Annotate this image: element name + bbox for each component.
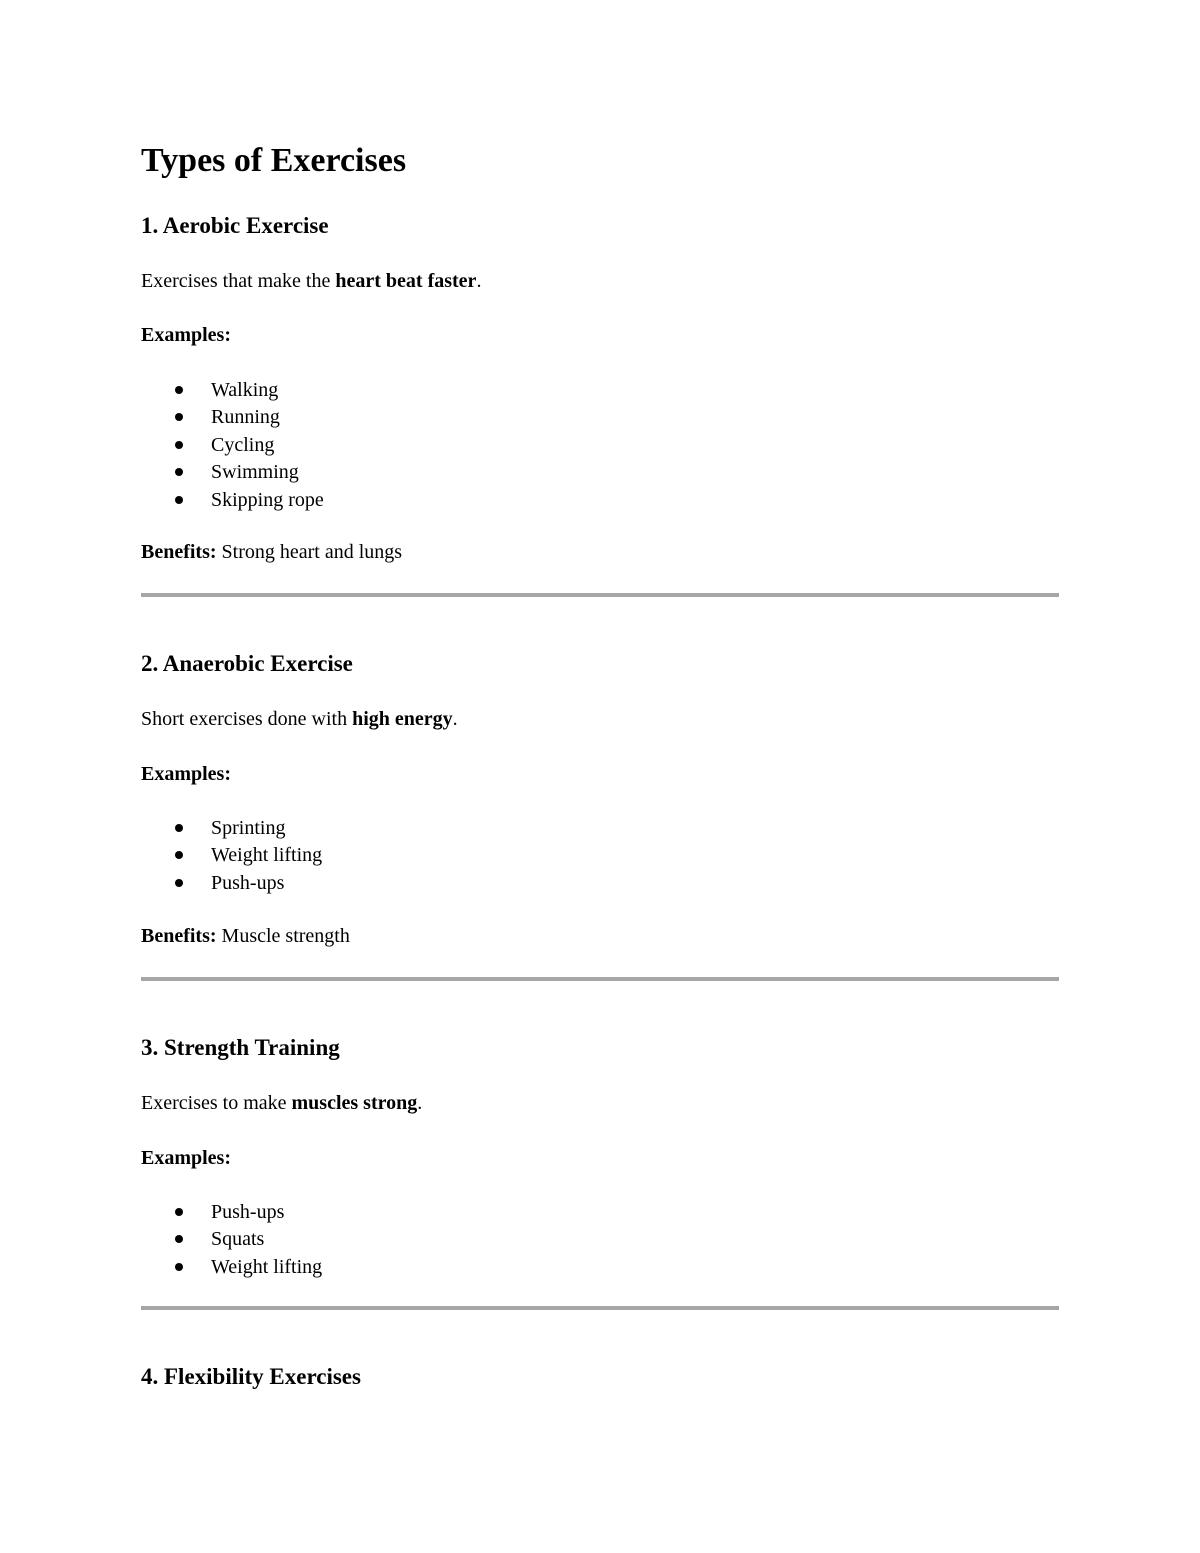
list-item-text: Push-ups xyxy=(211,1201,285,1223)
bullet-icon xyxy=(175,1208,183,1216)
bullet-icon xyxy=(175,851,183,859)
list-item xyxy=(141,377,324,404)
benefits-text: Muscle strength xyxy=(216,925,350,947)
list-item xyxy=(141,404,324,431)
list-item xyxy=(141,815,322,842)
section-description-strength xyxy=(141,1090,422,1116)
list-item-text: Weight lifting xyxy=(211,1255,323,1278)
section-heading-aerobic: 1. Aerobic Exercise xyxy=(141,213,329,238)
section-divider xyxy=(141,977,1059,981)
bullet-icon xyxy=(175,441,183,449)
list-item xyxy=(141,1226,322,1253)
benefits-aerobic xyxy=(141,539,402,565)
section-heading-flexibility: 4. Flexibility Exercises xyxy=(141,1364,361,1389)
section-heading-anaerobic: 2. Anaerobic Exercise xyxy=(141,651,353,676)
examples-label: Examples: xyxy=(141,763,231,785)
list-item xyxy=(141,459,324,486)
bullet-icon xyxy=(175,413,183,421)
section-description-anaerobic xyxy=(141,706,458,732)
bullet-icon xyxy=(175,1235,183,1243)
list-item xyxy=(141,1199,322,1226)
description-end: . xyxy=(476,270,482,292)
examples-list-aerobic xyxy=(141,377,324,514)
benefits-label: Benefits: xyxy=(141,541,217,563)
list-item xyxy=(141,432,324,459)
section-divider xyxy=(141,593,1059,597)
list-item-text: Cycling xyxy=(211,433,275,456)
description-emphasis: heart beat faster xyxy=(335,270,477,292)
bullet-icon xyxy=(175,824,183,832)
list-item xyxy=(141,842,322,869)
list-item xyxy=(141,487,324,514)
list-item-text: Swimming xyxy=(211,461,299,484)
bullet-icon xyxy=(175,879,183,887)
description-end: . xyxy=(417,1092,423,1114)
list-item-text: Running xyxy=(211,406,280,429)
list-item xyxy=(141,1254,322,1281)
examples-label: Examples: xyxy=(141,1147,231,1169)
description-text: Short exercises done with xyxy=(141,708,353,730)
list-item-text: Push-ups xyxy=(211,871,285,894)
description-emphasis: high energy xyxy=(352,708,453,730)
list-item-text: Weight lifting xyxy=(211,844,323,867)
examples-list-anaerobic xyxy=(141,815,322,897)
list-item-text: Skipping rope xyxy=(211,488,324,511)
page-title: Types of Exercises xyxy=(141,142,407,179)
examples-list-strength xyxy=(141,1199,322,1281)
description-end: . xyxy=(452,708,458,730)
section-description-aerobic xyxy=(141,268,481,294)
bullet-icon xyxy=(175,386,183,394)
description-text: Exercises that make the xyxy=(141,270,336,292)
list-item-text: Walking xyxy=(211,379,279,401)
list-item-text: Squats xyxy=(211,1228,265,1251)
list-item xyxy=(141,870,322,897)
benefits-label: Benefits: xyxy=(141,925,217,947)
section-heading-strength: 3. Strength Training xyxy=(141,1035,340,1060)
description-emphasis: muscles strong xyxy=(291,1092,418,1114)
bullet-icon xyxy=(175,496,183,504)
list-item-text: Sprinting xyxy=(211,817,286,839)
bullet-icon xyxy=(175,468,183,476)
benefits-text: Strong heart and lungs xyxy=(216,541,403,563)
benefits-anaerobic xyxy=(141,923,350,949)
bullet-icon xyxy=(175,1263,183,1271)
section-divider xyxy=(141,1306,1059,1310)
examples-label: Examples: xyxy=(141,324,231,346)
description-text: Exercises to make xyxy=(141,1092,292,1114)
